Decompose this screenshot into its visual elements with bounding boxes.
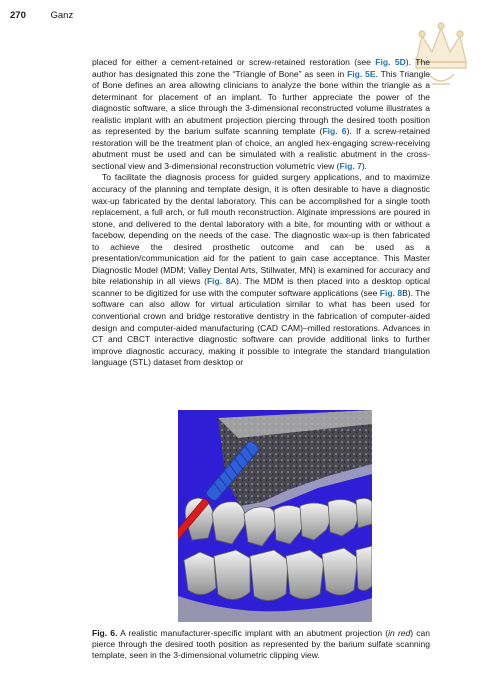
figure-caption xyxy=(92,628,430,661)
text-run: in red xyxy=(388,628,411,638)
running-head xyxy=(10,10,73,21)
body-text xyxy=(92,57,430,369)
text-run: B). The software can also allow for virtual articulation similar to what has been used for conventional crown and bridge restorative dentistry in the fabrication of computer-aided design and computer-aided manufacturing (CAD CAM)–milled restorations. Advances in CT and CBCT interactive diagnostic software can provide additional links to further improve diagnostic accuracy, making it possible to integrate the standard triangulation language (STL) dataset from desktop or xyxy=(92,287,430,368)
figure-link[interactable]: Fig. 7 xyxy=(339,160,362,171)
text-run: A realistic manufacturer-specific implant with an abutment projection ( xyxy=(117,628,389,638)
dental-3d-reconstruction xyxy=(178,410,372,622)
text-run: ) can pierce through the desired tooth position as represented by the barium sulfate scanning template, seen in the 3-dimensional volumetric clipping view. xyxy=(92,628,430,660)
running-head-author: Ganz xyxy=(50,10,74,21)
figure-6-image xyxy=(178,410,372,622)
text-run: ). xyxy=(361,160,368,171)
paragraph-2 xyxy=(92,172,430,368)
text-run: To facilitate the diagnosis process for guided surgery applications, and to maximize accuracy of the planning and template design, it is often desirable to have a diagnostic wax-up fabricated by the dental laboratory. This can be accomplished for a single tooth replacement, a full arch, or full mouth reconstruction. Alginate impressions are poured in stone, and delivered to the dental laboratory with a bite, for mounting with or without a facebow, depending on the needs of the case. The diagnostic wax-up is then fabricated to achieve the desired prosthetic outcome and can be used as a presentation/communication aid for the patient to gain case acceptance. This Master Diagnostic Model (MDM; Valley Dental Arts, Stillwater, MN) is examined for accuracy and bite relationship in all views ( xyxy=(92,172,430,287)
text-run: A). The MDM is then placed into a desktop optical scanner to be digitized for use with the computer software applications (see xyxy=(92,276,430,298)
upper-teeth xyxy=(185,498,372,546)
text-run: ). If a screw-retained restoration will be the treatment plan of choice, an angled hex-engaging screw-receiving abutment must be used and can be simulated with a realistic abutment in the cross-sectional view and 3-dimensional reconstruction volumetric view ( xyxy=(92,126,430,171)
figure-link[interactable]: Fig. 8 xyxy=(206,276,231,287)
page-number: 270 xyxy=(10,10,26,21)
lower-teeth xyxy=(184,546,372,601)
paragraph-1 xyxy=(92,57,430,172)
caption-label: Fig. 6. xyxy=(92,628,118,638)
text-run: . This Triangle of Bone defines an area allowing clinicians to analyze the bone within the triangle as a determinant for placement of an implant. To further appreciate the power of the diagnostic software, a slice through the 3-dimensional reconstructed volume illustrates a realistic implant with an abutment projection piercing through the desired tooth position as represented by the barium sulfate scanning template ( xyxy=(92,68,430,137)
text-run: ). The author has designated this zone the “Triangle of Bone” as seen in xyxy=(92,57,430,79)
figure-link[interactable]: Fig. 6 xyxy=(322,126,347,137)
figure-link[interactable]: Fig. 5E xyxy=(347,68,376,79)
figure-link[interactable]: Fig. 5D xyxy=(375,57,406,67)
caption-text xyxy=(92,628,430,660)
text-run: placed for either a cement-retained or screw-retained restoration (see xyxy=(92,57,376,67)
figure-link[interactable]: Fig. 8 xyxy=(379,287,403,298)
